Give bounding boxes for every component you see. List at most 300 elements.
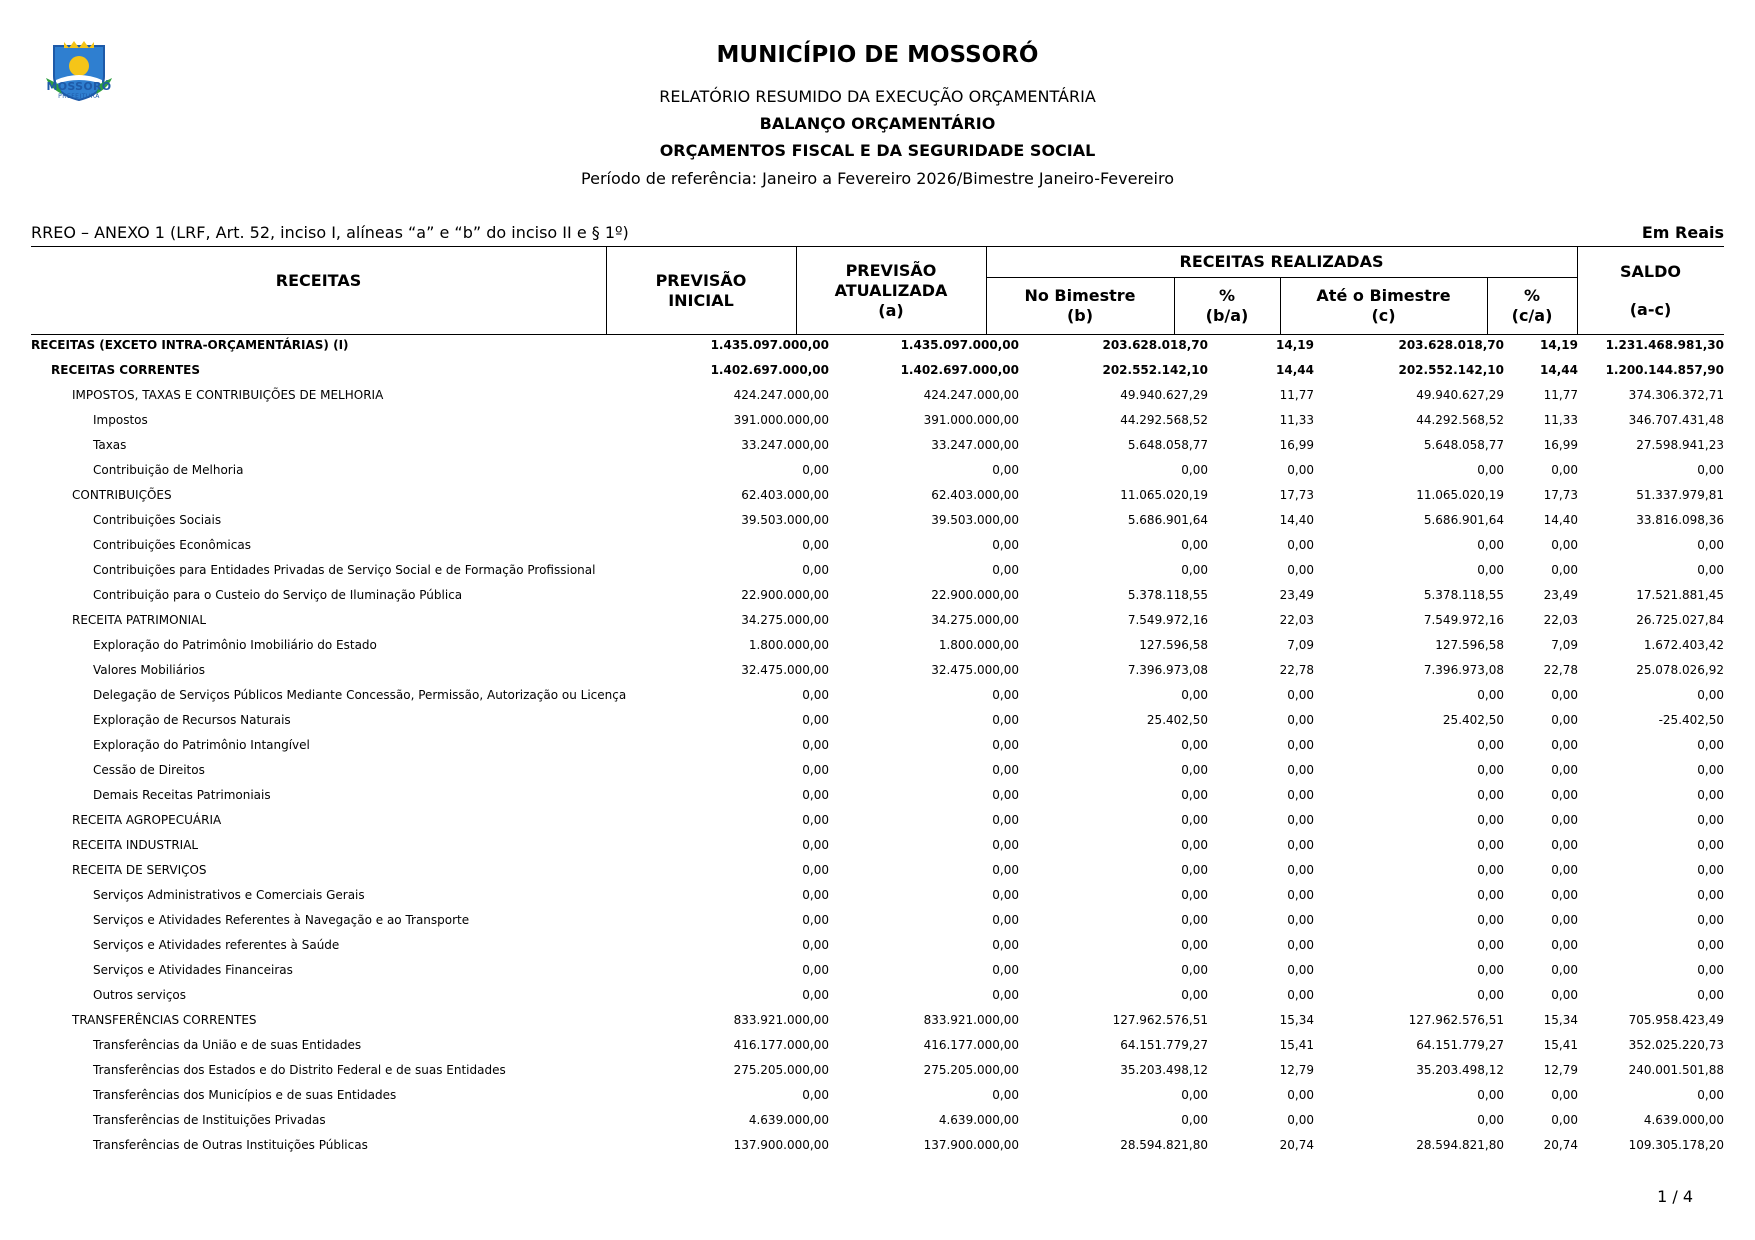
row-label: Taxas — [93, 438, 127, 452]
row-label: Contribuições Sociais — [93, 513, 222, 527]
cell-pct-ca: 14,19 — [1540, 338, 1578, 352]
table-row — [31, 958, 1724, 983]
row-label: Transferências dos Municípios e de suas Entidades — [93, 1088, 397, 1102]
cell-no-bimestre: 202.552.142,10 — [1102, 363, 1208, 377]
row-label: RECEITA PATRIMONIAL — [72, 613, 207, 627]
cell-saldo: 352.025.220,73 — [1628, 1038, 1724, 1052]
cell-saldo: 1.231.468.981,30 — [1605, 338, 1724, 352]
row-label: Contribuições para Entidades Privadas de Serviço Social e de Formação Profissional — [93, 563, 596, 577]
cell-pct-ba: 17,73 — [1279, 488, 1314, 502]
table-row — [31, 908, 1724, 933]
cell-saldo: 0,00 — [1697, 863, 1724, 877]
cell-saldo: 1.672.403,42 — [1643, 638, 1724, 652]
cell-previsao-inicial: 0,00 — [802, 838, 829, 852]
cell-pct-ca: 15,34 — [1543, 1013, 1578, 1027]
row-label: Serviços e Atividades Referentes à Navegação e ao Transporte — [93, 913, 470, 927]
cell-pct-ba: 0,00 — [1287, 738, 1314, 752]
col-previsao-atualizada: PREVISÃO ATUALIZADA (a) — [834, 260, 948, 320]
table-row — [31, 1108, 1724, 1133]
cell-previsao-inicial: 0,00 — [802, 1088, 829, 1102]
cell-no-bimestre: 0,00 — [1181, 988, 1208, 1002]
table-row — [31, 658, 1724, 683]
cell-no-bimestre: 0,00 — [1181, 788, 1208, 802]
cell-ate-bimestre: 49.940.627,29 — [1416, 388, 1504, 402]
cell-ate-bimestre: 7.549.972,16 — [1423, 613, 1504, 627]
cell-pct-ca: 0,00 — [1551, 913, 1578, 927]
cell-saldo: 26.725.027,84 — [1636, 613, 1724, 627]
table-row — [31, 508, 1724, 533]
cell-no-bimestre: 7.549.972,16 — [1127, 613, 1208, 627]
cell-ate-bimestre: 0,00 — [1477, 738, 1504, 752]
row-label: Exploração do Patrimônio Intangível — [93, 738, 310, 752]
table-row — [31, 1033, 1724, 1058]
cell-saldo: 0,00 — [1697, 688, 1724, 702]
table-row — [31, 858, 1724, 883]
cell-no-bimestre: 0,00 — [1181, 688, 1208, 702]
cell-previsao-atualizada: 0,00 — [992, 463, 1019, 477]
cell-saldo: 0,00 — [1697, 1088, 1724, 1102]
cell-previsao-inicial: 0,00 — [802, 813, 829, 827]
cell-ate-bimestre: 0,00 — [1477, 988, 1504, 1002]
table-row — [31, 783, 1724, 808]
table-row — [31, 358, 1724, 383]
cell-saldo: 17.521.881,45 — [1636, 588, 1724, 602]
cell-ate-bimestre: 0,00 — [1477, 1113, 1504, 1127]
cell-saldo: 1.200.144.857,90 — [1605, 363, 1724, 377]
reference-period: Período de referência: Janeiro a Fevereiro 2026/Bimestre Janeiro-Fevereiro — [581, 169, 1174, 188]
cell-ate-bimestre: 0,00 — [1477, 938, 1504, 952]
logo-name: MOSSORÓ — [46, 80, 112, 93]
cell-ate-bimestre: 127.596,58 — [1435, 638, 1504, 652]
cell-saldo: 374.306.372,71 — [1628, 388, 1724, 402]
table-row — [31, 733, 1724, 758]
cell-no-bimestre: 5.648.058,77 — [1127, 438, 1208, 452]
cell-saldo: 0,00 — [1697, 538, 1724, 552]
report-title: RELATÓRIO RESUMIDO DA EXECUÇÃO ORÇAMENTÁRIA — [659, 87, 1096, 106]
cell-no-bimestre: 0,00 — [1181, 838, 1208, 852]
cell-previsao-atualizada: 0,00 — [992, 1088, 1019, 1102]
row-label: Exploração de Recursos Naturais — [93, 713, 291, 727]
cell-no-bimestre: 5.378.118,55 — [1127, 588, 1208, 602]
cell-pct-ba: 12,79 — [1279, 1063, 1314, 1077]
cell-saldo: 0,00 — [1697, 763, 1724, 777]
table-row — [31, 708, 1724, 733]
cell-previsao-atualizada: 39.503.000,00 — [931, 513, 1019, 527]
cell-pct-ca: 0,00 — [1551, 963, 1578, 977]
table-row — [31, 833, 1724, 858]
cell-previsao-atualizada: 0,00 — [992, 888, 1019, 902]
balance-title: BALANÇO ORÇAMENTÁRIO — [759, 114, 996, 133]
row-label: TRANSFERÊNCIAS CORRENTES — [72, 1013, 257, 1027]
table-row — [31, 633, 1724, 658]
cell-no-bimestre: 0,00 — [1181, 463, 1208, 477]
cell-previsao-atualizada: 0,00 — [992, 788, 1019, 802]
cell-pct-ba: 14,19 — [1276, 338, 1314, 352]
cell-previsao-atualizada: 1.435.097.000,00 — [900, 338, 1019, 352]
table-body — [31, 333, 1724, 1158]
cell-saldo: 27.598.941,23 — [1636, 438, 1724, 452]
table-row — [31, 433, 1724, 458]
cell-previsao-atualizada: 33.247.000,00 — [931, 438, 1019, 452]
cell-no-bimestre: 0,00 — [1181, 963, 1208, 977]
cell-pct-ca: 0,00 — [1551, 988, 1578, 1002]
cell-pct-ca: 0,00 — [1551, 538, 1578, 552]
cell-previsao-inicial: 62.403.000,00 — [741, 488, 829, 502]
row-label: RECEITA DE SERVIÇOS — [72, 863, 207, 877]
cell-pct-ca: 0,00 — [1551, 938, 1578, 952]
cell-pct-ba: 0,00 — [1287, 1088, 1314, 1102]
cell-previsao-atualizada: 34.275.000,00 — [931, 613, 1019, 627]
row-label: Serviços e Atividades Financeiras — [93, 963, 293, 977]
table-row — [31, 1008, 1724, 1033]
cell-previsao-inicial: 0,00 — [802, 888, 829, 902]
row-label: Transferências dos Estados e do Distrito Federal e de suas Entidades — [93, 1063, 506, 1077]
table-row — [31, 933, 1724, 958]
cell-ate-bimestre: 5.686.901,64 — [1423, 513, 1504, 527]
cell-pct-ca: 12,79 — [1543, 1063, 1578, 1077]
cell-pct-ca: 0,00 — [1551, 738, 1578, 752]
col-receitas-realizadas: RECEITAS REALIZADAS — [1179, 252, 1384, 271]
cell-previsao-atualizada: 0,00 — [992, 988, 1019, 1002]
cell-previsao-inicial: 34.275.000,00 — [741, 613, 829, 627]
cell-pct-ca: 0,00 — [1551, 1088, 1578, 1102]
cell-pct-ba: 20,74 — [1279, 1138, 1314, 1152]
cell-previsao-inicial: 32.475.000,00 — [741, 663, 829, 677]
cell-ate-bimestre: 5.648.058,77 — [1423, 438, 1504, 452]
cell-pct-ba: 0,00 — [1287, 563, 1314, 577]
cell-ate-bimestre: 0,00 — [1477, 813, 1504, 827]
cell-previsao-atualizada: 0,00 — [992, 863, 1019, 877]
cell-pct-ca: 0,00 — [1551, 688, 1578, 702]
cell-previsao-atualizada: 1.402.697.000,00 — [900, 363, 1019, 377]
cell-pct-ba: 0,00 — [1287, 463, 1314, 477]
table-row — [31, 408, 1724, 433]
cell-no-bimestre: 0,00 — [1181, 938, 1208, 952]
cell-saldo: 25.078.026,92 — [1636, 663, 1724, 677]
table-row — [31, 883, 1724, 908]
cell-previsao-inicial: 0,00 — [802, 563, 829, 577]
cell-ate-bimestre: 0,00 — [1477, 688, 1504, 702]
cell-pct-ca: 22,78 — [1543, 663, 1578, 677]
cell-previsao-atualizada: 0,00 — [992, 963, 1019, 977]
cell-ate-bimestre: 0,00 — [1477, 913, 1504, 927]
cell-pct-ba: 14,40 — [1279, 513, 1314, 527]
cell-pct-ca: 16,99 — [1543, 438, 1578, 452]
col-no-bimestre: No Bimestre (b) — [1024, 285, 1136, 325]
cell-pct-ba: 0,00 — [1287, 763, 1314, 777]
cell-no-bimestre: 11.065.020,19 — [1120, 488, 1208, 502]
table-row — [31, 808, 1724, 833]
cell-previsao-atualizada: 1.800.000,00 — [938, 638, 1019, 652]
cell-pct-ba: 15,34 — [1279, 1013, 1314, 1027]
cell-pct-ba: 0,00 — [1287, 963, 1314, 977]
table-row — [31, 533, 1724, 558]
cell-previsao-atualizada: 833.921.000,00 — [923, 1013, 1019, 1027]
cell-previsao-inicial: 0,00 — [802, 913, 829, 927]
table-row — [31, 1133, 1724, 1158]
cell-no-bimestre: 0,00 — [1181, 538, 1208, 552]
table-row — [31, 483, 1724, 508]
cell-no-bimestre: 0,00 — [1181, 763, 1208, 777]
cell-previsao-inicial: 416.177.000,00 — [733, 1038, 829, 1052]
cell-pct-ca: 14,40 — [1543, 513, 1578, 527]
page-number: 1 / 4 — [1657, 1187, 1693, 1206]
cell-ate-bimestre: 0,00 — [1477, 863, 1504, 877]
annex-reference: RREO – ANEXO 1 (LRF, Art. 52, inciso I, alíneas “a” e “b” do inciso II e § 1º) — [31, 223, 629, 242]
cell-previsao-inicial: 0,00 — [802, 763, 829, 777]
cell-pct-ba: 11,33 — [1279, 413, 1314, 427]
cell-previsao-atualizada: 4.639.000,00 — [938, 1113, 1019, 1127]
table-row — [31, 458, 1724, 483]
cell-ate-bimestre: 7.396.973,08 — [1423, 663, 1504, 677]
cell-pct-ca: 11,33 — [1543, 413, 1578, 427]
cell-pct-ba: 0,00 — [1287, 1113, 1314, 1127]
cell-previsao-inicial: 0,00 — [802, 688, 829, 702]
logo-subtitle: PREFEITURA — [58, 93, 100, 100]
cell-no-bimestre: 64.151.779,27 — [1120, 1038, 1208, 1052]
cell-previsao-inicial: 22.900.000,00 — [741, 588, 829, 602]
cell-previsao-inicial: 391.000.000,00 — [733, 413, 829, 427]
cell-pct-ca: 23,49 — [1543, 588, 1578, 602]
cell-saldo: 705.958.423,49 — [1628, 1013, 1724, 1027]
cell-saldo: 0,00 — [1697, 988, 1724, 1002]
cell-previsao-inicial: 0,00 — [802, 788, 829, 802]
cell-no-bimestre: 25.402,50 — [1146, 713, 1208, 727]
cell-previsao-inicial: 1.402.697.000,00 — [710, 363, 829, 377]
row-label: RECEITA INDUSTRIAL — [72, 838, 199, 852]
table-header — [31, 246, 1724, 335]
cell-saldo: 0,00 — [1697, 463, 1724, 477]
cell-pct-ba: 22,78 — [1279, 663, 1314, 677]
cell-previsao-atualizada: 0,00 — [992, 938, 1019, 952]
cell-previsao-atualizada: 0,00 — [992, 763, 1019, 777]
cell-pct-ca: 0,00 — [1551, 563, 1578, 577]
cell-previsao-inicial: 0,00 — [802, 713, 829, 727]
cell-no-bimestre: 0,00 — [1181, 813, 1208, 827]
cell-saldo: 0,00 — [1697, 888, 1724, 902]
cell-pct-ca: 0,00 — [1551, 863, 1578, 877]
cell-pct-ba: 0,00 — [1287, 863, 1314, 877]
currency-unit: Em Reais — [1641, 223, 1724, 242]
row-label: Exploração do Patrimônio Imobiliário do Estado — [93, 638, 377, 652]
cell-pct-ca: 0,00 — [1551, 463, 1578, 477]
table-row — [31, 1058, 1724, 1083]
row-label: RECEITAS CORRENTES — [51, 363, 201, 377]
cell-pct-ca: 0,00 — [1551, 888, 1578, 902]
cell-no-bimestre: 0,00 — [1181, 863, 1208, 877]
row-label: Valores Mobiliários — [93, 663, 205, 677]
cell-no-bimestre: 203.628.018,70 — [1102, 338, 1208, 352]
table-row — [31, 558, 1724, 583]
cell-ate-bimestre: 0,00 — [1477, 763, 1504, 777]
cell-pct-ba: 0,00 — [1287, 913, 1314, 927]
row-label: Outros serviços — [93, 988, 187, 1002]
cell-saldo: 4.639.000,00 — [1643, 1113, 1724, 1127]
cell-pct-ba: 16,99 — [1279, 438, 1314, 452]
cell-previsao-atualizada: 0,00 — [992, 813, 1019, 827]
cell-saldo: 0,00 — [1697, 788, 1724, 802]
cell-no-bimestre: 35.203.498,12 — [1120, 1063, 1208, 1077]
cell-pct-ba: 0,00 — [1287, 838, 1314, 852]
cell-previsao-inicial: 0,00 — [802, 538, 829, 552]
row-label: Transferências de Outras Instituições Públicas — [93, 1138, 368, 1152]
cell-ate-bimestre: 5.378.118,55 — [1423, 588, 1504, 602]
cell-saldo: 0,00 — [1697, 963, 1724, 977]
municipality-title: MUNICÍPIO DE MOSSORÓ — [716, 42, 1039, 68]
cell-pct-ca: 0,00 — [1551, 763, 1578, 777]
table-row — [31, 333, 1724, 358]
cell-pct-ba: 0,00 — [1287, 938, 1314, 952]
cell-pct-ba: 23,49 — [1279, 588, 1314, 602]
cell-ate-bimestre: 202.552.142,10 — [1398, 363, 1504, 377]
cell-no-bimestre: 0,00 — [1181, 1088, 1208, 1102]
col-previsao-inicial: PREVISÃO INICIAL — [655, 270, 747, 310]
col-pct-ba: % (b/a) — [1205, 285, 1249, 325]
cell-ate-bimestre: 25.402,50 — [1442, 713, 1504, 727]
cell-previsao-atualizada: 391.000.000,00 — [923, 413, 1019, 427]
cell-pct-ca: 14,44 — [1540, 363, 1578, 377]
cell-pct-ca: 0,00 — [1551, 788, 1578, 802]
cell-pct-ba: 0,00 — [1287, 688, 1314, 702]
cell-no-bimestre: 0,00 — [1181, 913, 1208, 927]
cell-no-bimestre: 0,00 — [1181, 738, 1208, 752]
cell-previsao-atualizada: 22.900.000,00 — [931, 588, 1019, 602]
cell-pct-ba: 0,00 — [1287, 813, 1314, 827]
cell-previsao-atualizada: 0,00 — [992, 713, 1019, 727]
cell-previsao-inicial: 0,00 — [802, 738, 829, 752]
cell-no-bimestre: 0,00 — [1181, 888, 1208, 902]
row-label: Serviços e Atividades referentes à Saúde — [93, 938, 340, 952]
row-label: Contribuições Econômicas — [93, 538, 251, 552]
cell-previsao-atualizada: 0,00 — [992, 563, 1019, 577]
cell-saldo: 51.337.979,81 — [1636, 488, 1724, 502]
cell-saldo: 346.707.431,48 — [1628, 413, 1724, 427]
row-label: Contribuição para o Custeio do Serviço de Iluminação Pública — [93, 588, 463, 602]
cell-previsao-inicial: 137.900.000,00 — [733, 1138, 829, 1152]
row-label: IMPOSTOS, TAXAS E CONTRIBUIÇÕES DE MELHORIA — [72, 388, 384, 402]
cell-pct-ca: 0,00 — [1551, 838, 1578, 852]
cell-previsao-inicial: 0,00 — [802, 963, 829, 977]
cell-previsao-atualizada: 0,00 — [992, 688, 1019, 702]
cell-previsao-atualizada: 424.247.000,00 — [923, 388, 1019, 402]
cell-ate-bimestre: 127.962.576,51 — [1408, 1013, 1504, 1027]
col-receitas: RECEITAS — [275, 270, 362, 290]
cell-previsao-inicial: 0,00 — [802, 988, 829, 1002]
row-label: CONTRIBUIÇÕES — [72, 488, 172, 502]
cell-ate-bimestre: 203.628.018,70 — [1398, 338, 1504, 352]
cell-pct-ba: 0,00 — [1287, 888, 1314, 902]
cell-previsao-inicial: 0,00 — [802, 938, 829, 952]
cell-saldo: 0,00 — [1697, 913, 1724, 927]
cell-saldo: -25.402,50 — [1658, 713, 1724, 727]
table-row — [31, 758, 1724, 783]
cell-previsao-inicial: 0,00 — [802, 463, 829, 477]
cell-ate-bimestre: 0,00 — [1477, 788, 1504, 802]
cell-pct-ca: 22,03 — [1543, 613, 1578, 627]
cell-previsao-inicial: 4.639.000,00 — [748, 1113, 829, 1127]
row-label: Impostos — [93, 413, 148, 427]
cell-previsao-atualizada: 416.177.000,00 — [923, 1038, 1019, 1052]
cell-previsao-atualizada: 275.205.000,00 — [923, 1063, 1019, 1077]
col-pct-ca: % (c/a) — [1511, 285, 1553, 325]
table-row — [31, 608, 1724, 633]
cell-pct-ca: 0,00 — [1551, 813, 1578, 827]
cell-previsao-atualizada: 62.403.000,00 — [931, 488, 1019, 502]
cell-no-bimestre: 0,00 — [1181, 1113, 1208, 1127]
cell-previsao-inicial: 833.921.000,00 — [733, 1013, 829, 1027]
cell-previsao-atualizada: 32.475.000,00 — [931, 663, 1019, 677]
cell-ate-bimestre: 0,00 — [1477, 888, 1504, 902]
cell-previsao-atualizada: 137.900.000,00 — [923, 1138, 1019, 1152]
cell-pct-ca: 15,41 — [1543, 1038, 1578, 1052]
cell-previsao-inicial: 424.247.000,00 — [733, 388, 829, 402]
cell-saldo: 0,00 — [1697, 738, 1724, 752]
row-label: RECEITAS (EXCETO INTRA-ORÇAMENTÁRIAS) (I) — [31, 338, 349, 352]
cell-no-bimestre: 49.940.627,29 — [1120, 388, 1208, 402]
col-ate-bimestre: Até o Bimestre (c) — [1316, 285, 1451, 325]
row-label: Delegação de Serviços Públicos Mediante Concessão, Permissão, Autorização ou Licença — [93, 688, 627, 702]
cell-ate-bimestre: 0,00 — [1477, 963, 1504, 977]
cell-ate-bimestre: 64.151.779,27 — [1416, 1038, 1504, 1052]
cell-pct-ba: 15,41 — [1279, 1038, 1314, 1052]
cell-saldo: 0,00 — [1697, 563, 1724, 577]
table-row — [31, 383, 1724, 408]
row-label: Contribuição de Melhoria — [93, 463, 244, 477]
cell-ate-bimestre: 0,00 — [1477, 463, 1504, 477]
cell-pct-ba: 0,00 — [1287, 988, 1314, 1002]
cell-pct-ca: 17,73 — [1543, 488, 1578, 502]
cell-ate-bimestre: 44.292.568,52 — [1416, 413, 1504, 427]
cell-pct-ca: 0,00 — [1551, 713, 1578, 727]
row-label: Cessão de Direitos — [93, 763, 205, 777]
cell-ate-bimestre: 28.594.821,80 — [1416, 1138, 1504, 1152]
cell-pct-ba: 22,03 — [1279, 613, 1314, 627]
cell-previsao-inicial: 33.247.000,00 — [741, 438, 829, 452]
cell-no-bimestre: 44.292.568,52 — [1120, 413, 1208, 427]
cell-pct-ba: 14,44 — [1276, 363, 1314, 377]
cell-no-bimestre: 0,00 — [1181, 563, 1208, 577]
cell-previsao-atualizada: 0,00 — [992, 838, 1019, 852]
cell-previsao-inicial: 275.205.000,00 — [733, 1063, 829, 1077]
cell-previsao-atualizada: 0,00 — [992, 738, 1019, 752]
row-label: Transferências de Instituições Privadas — [93, 1113, 326, 1127]
cell-ate-bimestre: 0,00 — [1477, 838, 1504, 852]
cell-no-bimestre: 127.596,58 — [1139, 638, 1208, 652]
cell-ate-bimestre: 35.203.498,12 — [1416, 1063, 1504, 1077]
cell-no-bimestre: 127.962.576,51 — [1112, 1013, 1208, 1027]
cell-pct-ba: 0,00 — [1287, 538, 1314, 552]
cell-saldo: 33.816.098,36 — [1636, 513, 1724, 527]
cell-pct-ca: 0,00 — [1551, 1113, 1578, 1127]
table-row — [31, 983, 1724, 1008]
cell-previsao-inicial: 1.435.097.000,00 — [710, 338, 829, 352]
cell-previsao-atualizada: 0,00 — [992, 913, 1019, 927]
cell-previsao-inicial: 0,00 — [802, 863, 829, 877]
cell-previsao-inicial: 39.503.000,00 — [741, 513, 829, 527]
cell-no-bimestre: 28.594.821,80 — [1120, 1138, 1208, 1152]
cell-ate-bimestre: 0,00 — [1477, 538, 1504, 552]
cell-previsao-atualizada: 0,00 — [992, 538, 1019, 552]
cell-ate-bimestre: 11.065.020,19 — [1416, 488, 1504, 502]
cell-previsao-inicial: 1.800.000,00 — [748, 638, 829, 652]
cell-pct-ba: 0,00 — [1287, 713, 1314, 727]
cell-pct-ca: 11,77 — [1543, 388, 1578, 402]
row-label: Transferências da União e de suas Entidades — [93, 1038, 362, 1052]
table-row — [31, 583, 1724, 608]
col-saldo: SALDO (a-c) — [1620, 261, 1681, 319]
cell-pct-ba: 11,77 — [1279, 388, 1314, 402]
cell-ate-bimestre: 0,00 — [1477, 563, 1504, 577]
